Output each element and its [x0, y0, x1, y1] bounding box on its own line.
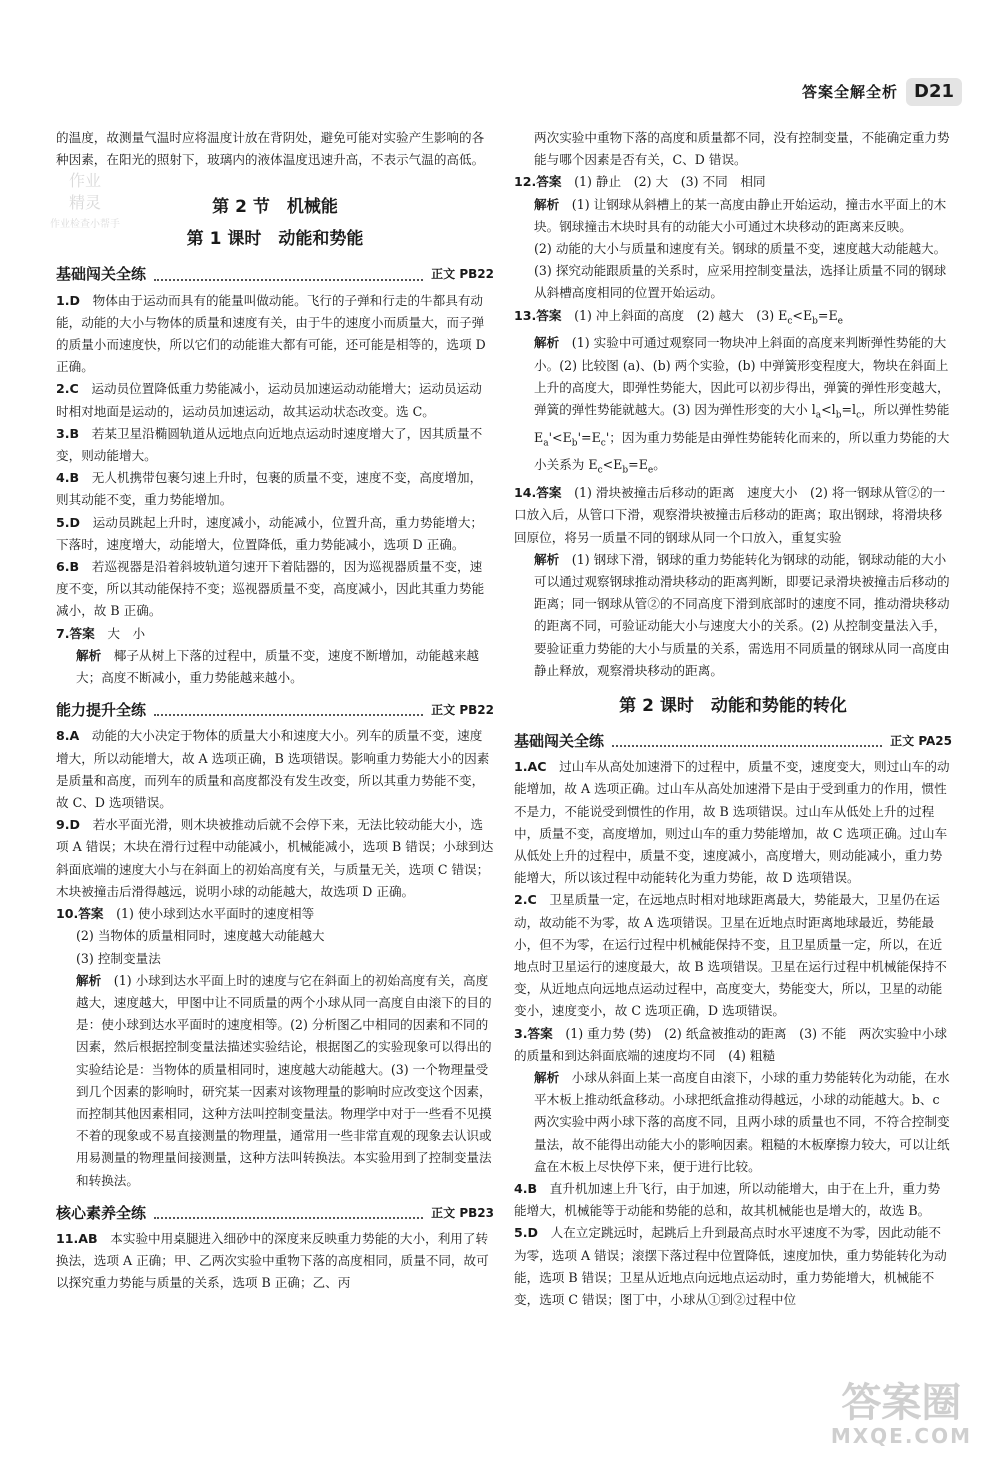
explanation: 解析 (1) 让钢球从斜槽上的某一高度由静止开始运动，撞击水平面上的木块。钢球撞击木块时具有的动能大小可通过木块移动的距离来反映。 — [534, 196, 947, 234]
section-header-title: 基础闯关全练 — [56, 265, 147, 284]
dotted-leader — [612, 735, 882, 747]
explanation: 解析 (1) 钢球下滑，钢球的重力势能转化为钢球的动能，钢球动能的大小可以通过观察钢球推动滑块移动的距离判断，即要记录滑块被撞击后移动的距离；同一钢球从管②的不同高度下滑到底部时的速度不同，推动滑块移动的距离不同，可验证动能大小与速度大小的关系。(2) 从控制变量法入手，要验证重力势能的大小与质量的关系，需选用不同质量的钢球从同一高度由静止释放，观察滑块移动的距离。 — [534, 551, 950, 678]
answer-item: 9.D 若水平面光滑，则木块被推动后就不会停下来，无法比较动能大小，选项 A 错误；木块在滑行过程中动能减小，机械能减小，选项 B 错误；小球到达斜面底端的速度大小与在斜面上的初始高度有关，与质量无关，选项 C 错误；木块被撞击后滑得越远，说明小球的动能越大，故选项 D 正确。 — [56, 817, 494, 899]
stamp-line2: 精灵 — [68, 193, 101, 212]
answer-item: 5.D 人在立定跳远时，起跳后上升到最高点时水平速度不为零，因此动能不为零，选项 A 错误；滚摆下落过程中位置降低，速度加快，重力势能转化为动能，选项 B 错误；卫星从近地点向远地点运动时，重力势能增大，机械能不变，选项 C 错误；图丁中，小球从①到②过程中位 — [514, 1225, 947, 1308]
answer-line: (3) 控制变量法 — [76, 950, 161, 966]
answer-item: 14.答案 (1) 滑块被撞击后移动的距离 速度大小 (2) 将一钢球从管②的一口放入后，从管口下滑，观察滑块被撞击后移动的距离；取出钢球，将滑块移回原位，将另一质量不同的钢球从同一个口放入，重复实验 — [514, 485, 946, 545]
watermark-logo — [831, 1381, 972, 1447]
answer-item: 3.B 若某卫星沿椭圆轨道从远地点向近地点运动时速度增大了，因其质量不变，则动能增大。 — [56, 425, 483, 464]
answer-item: 12.答案 (1) 静止 (2) 大 (3) 不同 相同 — [514, 174, 766, 190]
dotted-leader — [154, 704, 423, 716]
answer-item: 4.B 直升机加速上升飞行，由于加速，所以动能增大，由于在上升，重力势能增大，机械能等于动能和势能的总和，故其机械能也是增大的，故选 B。 — [514, 1181, 941, 1219]
section-header — [56, 699, 494, 721]
section-header — [56, 1202, 494, 1224]
header-title: 答案全解全析 — [801, 82, 898, 101]
page-number-badge: D21 — [906, 78, 962, 106]
answer-item: 6.B 若巡视器是沿着斜坡轨道匀速开下着陆器的，因为巡视器质量不变，速度不变，所以其动能保持不变；巡视器质量不变，高度减小，因此其重力势能减小，故 B 正确。 — [56, 559, 485, 619]
answer-item: 2.C 卫星质量一定，在远地点时相对地球距离最大，势能最大，卫星仍在运动，故动能不为零，故 A 选项错误。卫星在近地点时距离地球最近，势能最小，但不为零，在运行过程中机械能保持不变，且卫星质量一定，所以，在近地点时卫星运行的速度最大，故 B 选项错误。卫星在运行过程中机械能保持不变，从近地点向远地点运动过程中，高度变大，势能变大，所以，卫星的动能变小，速度变小，故 C 选项正确，D 选项错误。 — [514, 892, 947, 1019]
section-header-page: 正文 PB23 — [431, 1205, 494, 1220]
answer-item: 4.B 无人机携带包裹匀速上升时，包裹的质量不变，速度不变，高度增加，则其动能不变，重力势能增加。 — [56, 470, 483, 508]
answer-item: 7.答案 大 小 — [56, 625, 146, 641]
stamp-line1: 作业 — [68, 171, 101, 190]
continued-paragraph: 两次实验中重物下落的高度和质量都不同，没有控制变量，不能确定重力势能与哪个因素是否有关，C、D 错误。 — [534, 130, 950, 168]
section-header-title: 核心素养全练 — [56, 1203, 147, 1222]
section-title: 第 2 节 机械能 — [212, 197, 338, 218]
section-header-page: 正文 PB22 — [431, 703, 494, 718]
section-header-title: 基础闯关全练 — [514, 731, 605, 750]
watermark-line2: MXQE.COM — [830, 1423, 972, 1448]
section-header-page: 正文 PB22 — [431, 267, 494, 282]
section-header-page: 正文 PA25 — [890, 733, 952, 748]
explanation: 解析 小球从斜面上某一高度自由滚下，小球的重力势能转化为动能，在水平木板上推动纸盒移动。小球把纸盒推动得越远，小球的动能越大。b、c 两次实验中两小球下落的高度不同，且两小球的质量也不同，不符合控制变量法，故不能得出动能大小的影响因素。粗糙的木板摩擦力较大，可以让纸盒在木板上尽快停下来，便于进行比较。 — [534, 1069, 950, 1174]
answer-line: (2) 当物体的质量相同时，速度越大动能越大 — [76, 928, 325, 944]
right-column — [514, 127, 952, 1311]
lesson-title: 第 1 课时 动能和势能 — [186, 229, 364, 250]
stamp-line3: 作业检查小帮手 — [50, 219, 120, 230]
explanation: 解析 椰子从树上下落的过程中，质量不变，速度不断增加，动能越来越大；高度不断减小，重力势能越来越小。 — [76, 647, 479, 686]
answer-item: 11.AB 本实验中用桌腿进入细砂中的深度来反映重力势能的大小，利用了转换法，选项 A 正确；甲、乙两次实验中重物下落的高度相同，质量不同，故可以探究重力势能与质量的关系，选项 B 正确；乙、丙 — [56, 1230, 489, 1291]
page-header — [802, 78, 962, 106]
answer-item: 1.D 物体由于运动而具有的能量叫做动能。飞行的子弹和行走的牛都具有动能，动能的大小与物体的质量和速度有关，由于牛的速度小而质量大，而子弹的质量小而速度快，所以它们的动能谁大都有可能，还可能是相等的，选项 D 正确。 — [56, 292, 486, 375]
explanation-line: (3) 探究动能跟质量的关系时，应采用控制变量法，选择让质量不同的钢球从斜槽高度相同的位置开始运动。 — [534, 263, 947, 301]
answer-item: 13.答案 (1) 冲上斜面的高度 (2) 越大 (3) $E_c<E_b=E_e$ — [514, 307, 843, 327]
answer-item: 2.C 运动员位置降低重力势能减小，运动员加速运动动能增大；运动员运动时相对地面是运动的，运动员加速运动，故其运动状态改变。选 C。 — [56, 381, 482, 419]
answer-item: 1.AC 过山车从高处加速滑下的过程中，质量不变，速度变大，则过山车的动能增加，故 A 选项正确。过山车从高处加速滑下是由于受到重力的作用，惯性不是力，不能说受到惯性的作用，故 B 选项错误。过山车从低处上升的过程中，质量不变，高度增加，则过山车的重力势能增加，故 C 选项正确。过山车从低处上升的过程中，质量不变，速度减小，高度增大，则动能减小，重力势能增大，所以该过程中动能转化为重力势能，故 D 选项错误。 — [514, 759, 950, 886]
dotted-leader — [154, 1207, 423, 1219]
explanation: 解析 (1) 小球到达水平面上时的速度与它在斜面上的初始高度有关，高度越大，速度越大，甲图中让不同质量的两个小球从同一高度自由滚下的目的是：使小球到达水平面时的速度相等。(2) 分析图乙中相同的因素和不同的因素，然后根据控制变量法描述实验结论，根据图乙的实验现象可以得出的实验结论是：当物体的质量相同时，速度越大动能越大。(3) 一个物理量受到几个因素的影响时，研究某一因素对该物理量的影响时应改变这个因素，而控制其他因素相同，这种方法叫控制变量法。物理学中对于一些看不见摸不着的现象或不易直接测量的物理量，通常用一些非常直观的现象去认识或用易测量的物理量间接测量，这种方法叫转换法。本实验用到了控制变量法和转换法。 — [76, 972, 492, 1188]
section-header — [56, 263, 494, 285]
section-header-title: 能力提升全练 — [56, 701, 147, 720]
lesson-title: 第 2 课时 动能和势能的转化 — [619, 695, 847, 716]
answer-item: 10.答案 (1) 使小球到达水平面时的速度相等 — [56, 906, 315, 922]
watermark-line1: 答案圈 — [841, 1379, 962, 1426]
dotted-leader — [154, 269, 423, 281]
section-header — [514, 730, 952, 752]
intro-paragraph: 的温度，故测量气温时应将温度计放在背阴处，避免可能对实验产生影响的各种因素，在阳光的照射下，玻璃内的液体温度迅速升高，不表示气温的高低。 — [56, 130, 485, 168]
left-column — [56, 127, 494, 1295]
answer-item: 3.答案 (1) 重力势 (势) (2) 纸盒被推动的距离 (3) 不能 两次实验中小球的质量和到达斜面底端的速度均不同 (4) 粗糙 — [514, 1025, 947, 1063]
answer-item: 8.A 动能的大小决定于物体的质量大小和速度大小。列车的质量不变，速度增大，所以动能增大，故 A 选项正确，B 选项错误。影响重力势能大小的因素是质量和高度，而列车的质量和高度都没有发生改变，所以其重力势能不变，故 C、D 选项错误。 — [56, 728, 490, 811]
explanation: 解析 (1) 实验中可通过观察同一物块冲上斜面的高度来判断弹性势能的大小。(2) 比较图 (a)、(b) 两个实验，(b) 中弹簧形变程度大，物块在斜面上上升的高度大，即弹性势能大，因此可以初步得出，弹簧的弹性形变越大，弹簧的弹性势能就越大。(3) 因为弹性形变的大小 $l_a<l_b=l_c$，所以弹性势能 $E_a'<E_b'=E_c'$；因为重力势能是由弹性势能转化而来的，所以重力势能的大小关系为 $E_c<E_b=E_e$。 — [534, 335, 950, 476]
explanation-line: (2) 动能的大小与质量和速度有关。钢球的质量不变，速度越大动能越大。 — [534, 241, 947, 257]
answer-item: 5.D 运动员跳起上升时，速度减小，动能减小，位置升高，重力势能增大；下落时，速度增大，动能增大，位置降低，重力势能减小，选项 D 正确。 — [56, 514, 484, 552]
